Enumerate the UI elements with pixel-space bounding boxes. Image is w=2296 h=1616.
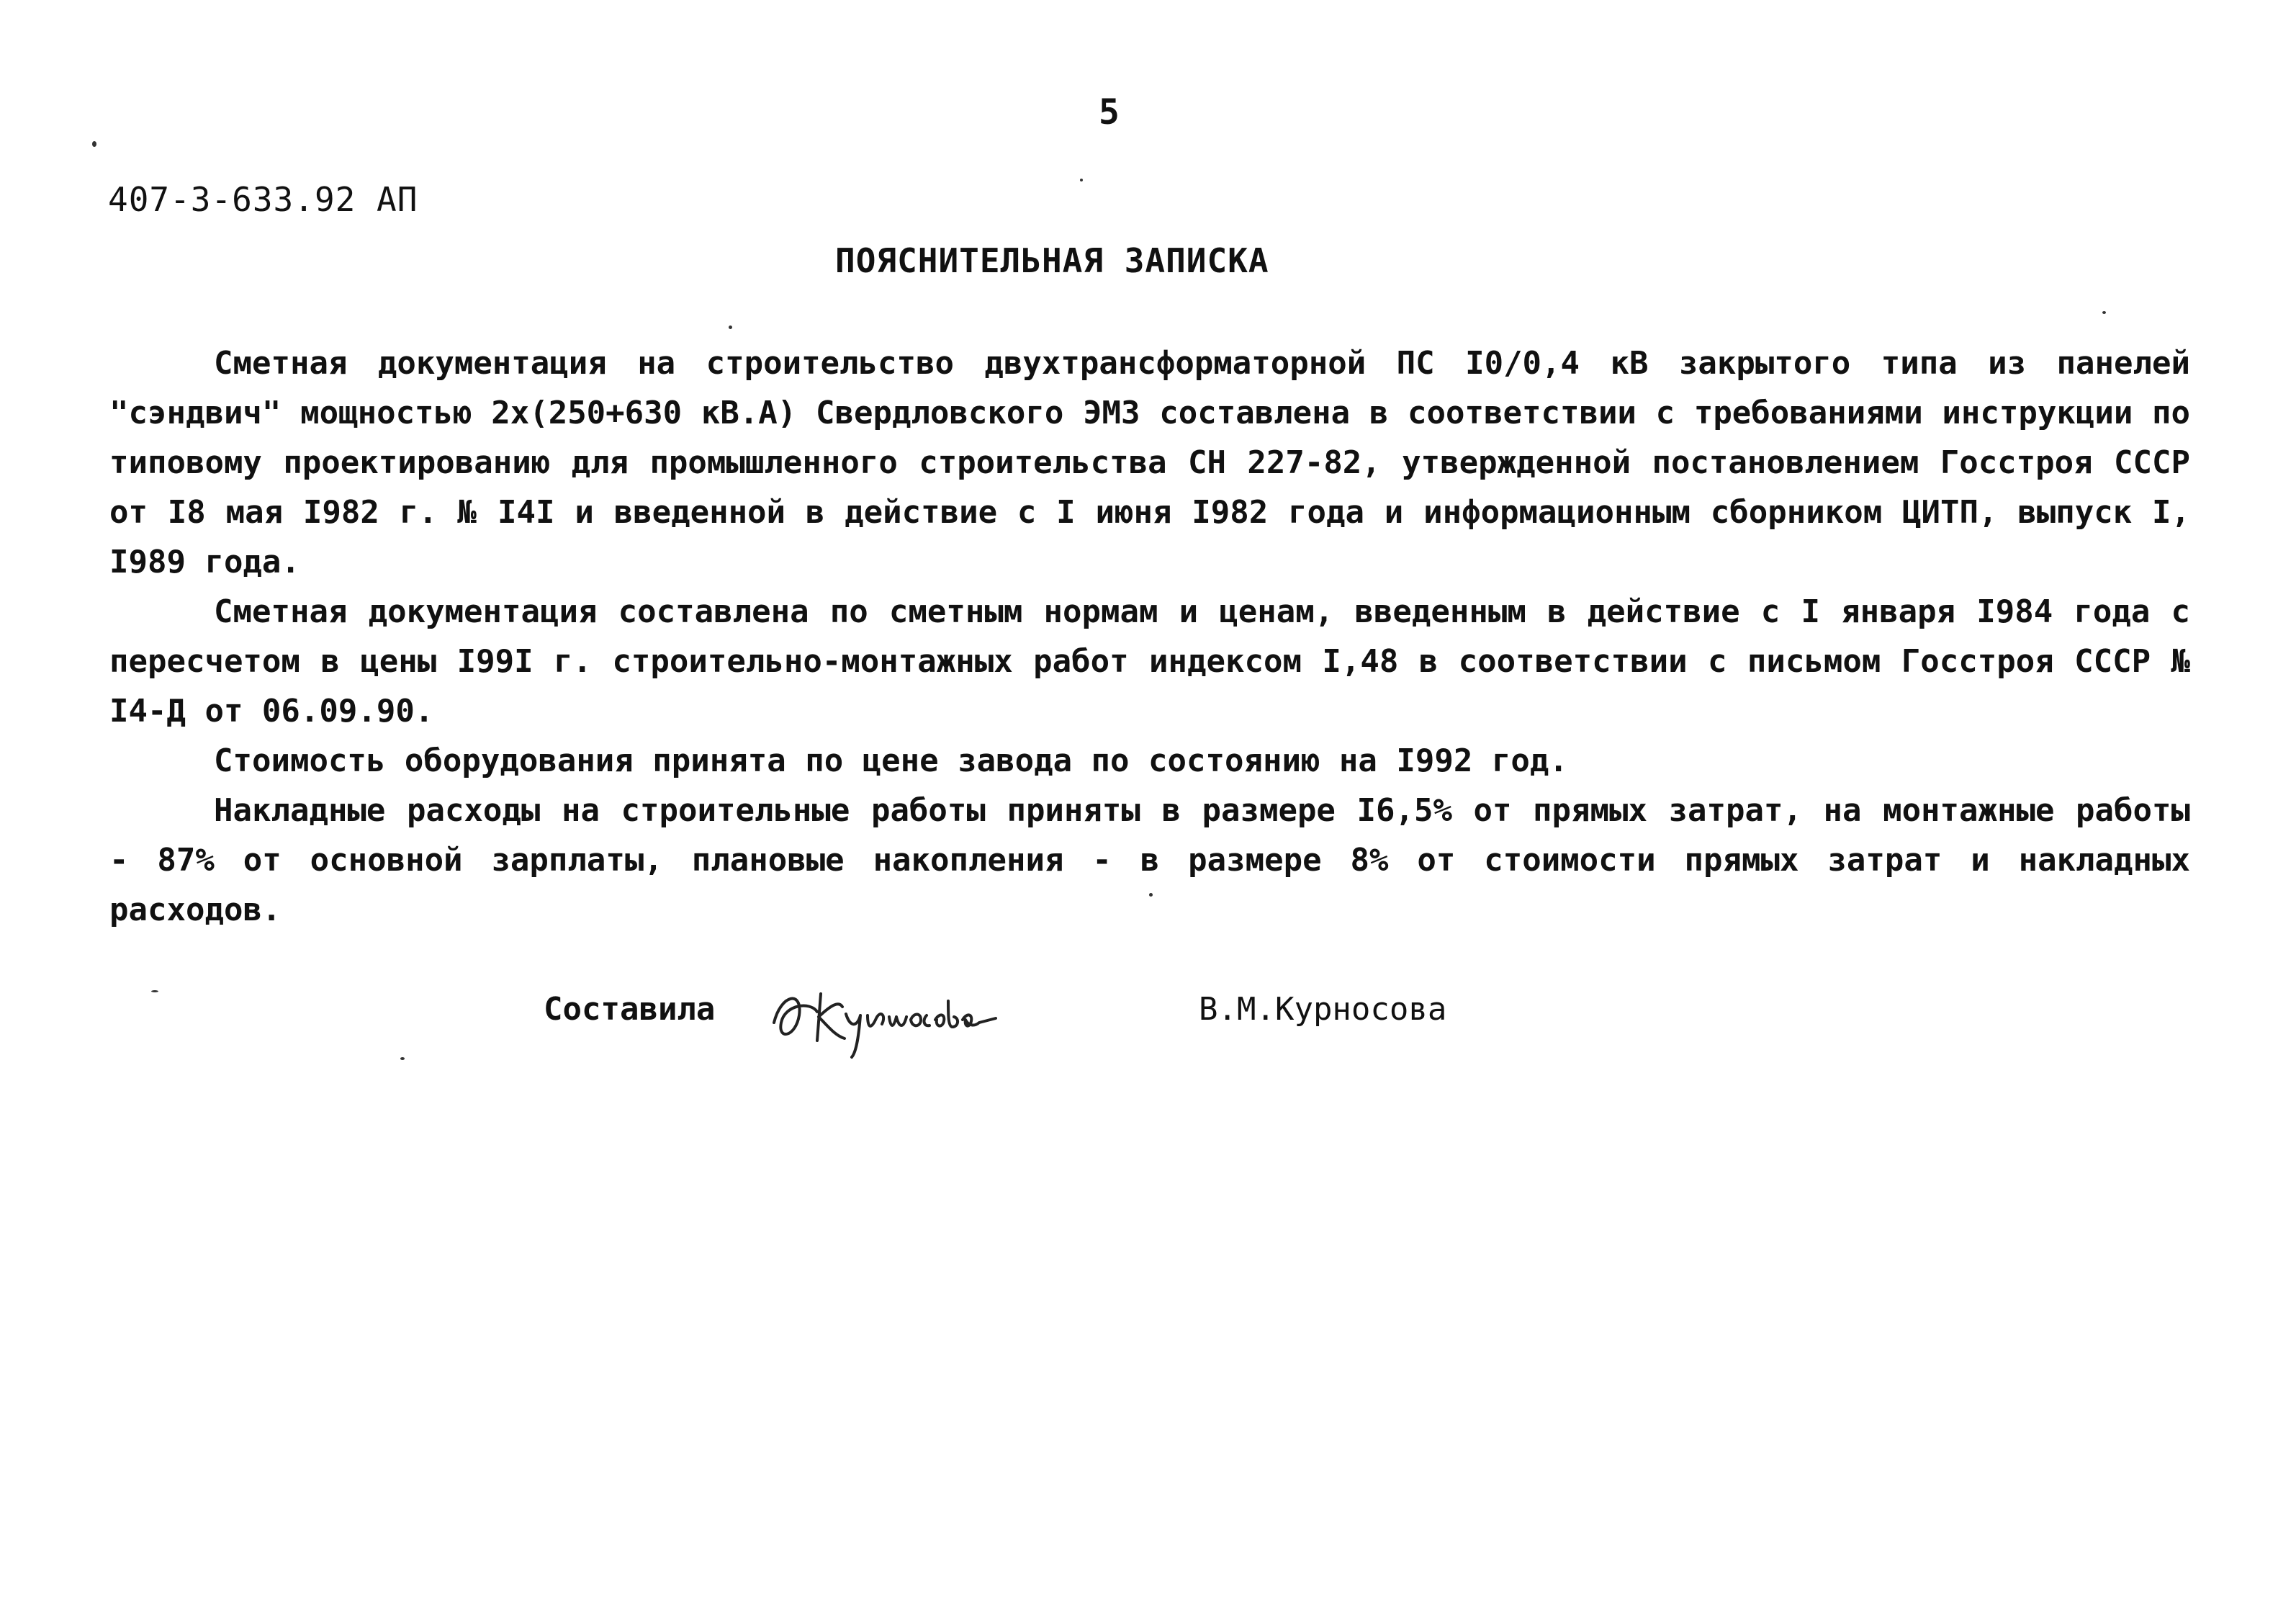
signature-block [544, 972, 1480, 1080]
paragraph: Сметная документация составлена по сметным нормам и ценам, введенным в действие с I января I984 года с пересчетом в цены I99I г. строительно-монтажных работ индексом I,48 в соответствии с письмом Госстроя СССР № I4-Д от 06.09.90. [109, 593, 2190, 730]
scan-speck [2102, 311, 2106, 314]
scan-speck [151, 990, 158, 992]
paragraph: Стоимость оборудования принята по цене завода по состоянию на I992 год. [214, 742, 1568, 779]
paragraph: Сметная документация на строительство двухтрансформаторной ПС I0/0,4 кВ закрытого типа из панелей "сэндвич" мощностью 2х(250+630 кВ.А) Свердловского ЭМЗ составлена в соответствии с требованиями инструкции по типовому проектированию для промышленного строительства СН 227-82, утвержденной постановлением Госстроя СССР от I8 мая I982 г. № I4I и введенной в действие с I июня I982 года и информационным сборником ЦИТП, выпуск I, I989 года. [109, 345, 2190, 580]
scan-speck [1149, 893, 1153, 897]
scan-speck [729, 326, 732, 329]
document-title: ПОЯСНИТЕЛЬНАЯ ЗАПИСКА [835, 241, 1269, 280]
paragraph: Накладные расходы на строительные работы приняты в размере I6,5% от прямых затрат, на монтажные работы - 87% от основной зарплаты, плановые накопления - в размере 8% от стоимости прямых затрат и накладных расходов. [109, 792, 2190, 928]
page-number: 5 [1099, 92, 1120, 133]
scan-speck [92, 141, 96, 147]
signer-name: В.М.Курносова [1199, 991, 1447, 1028]
scan-speck [400, 1057, 405, 1060]
explanatory-text [109, 338, 2190, 935]
document-code: 407-3-633.92 АП [108, 180, 418, 219]
scan-speck [1080, 179, 1083, 181]
signature-label: Составила [544, 991, 716, 1028]
handwritten-signature [760, 972, 997, 1066]
